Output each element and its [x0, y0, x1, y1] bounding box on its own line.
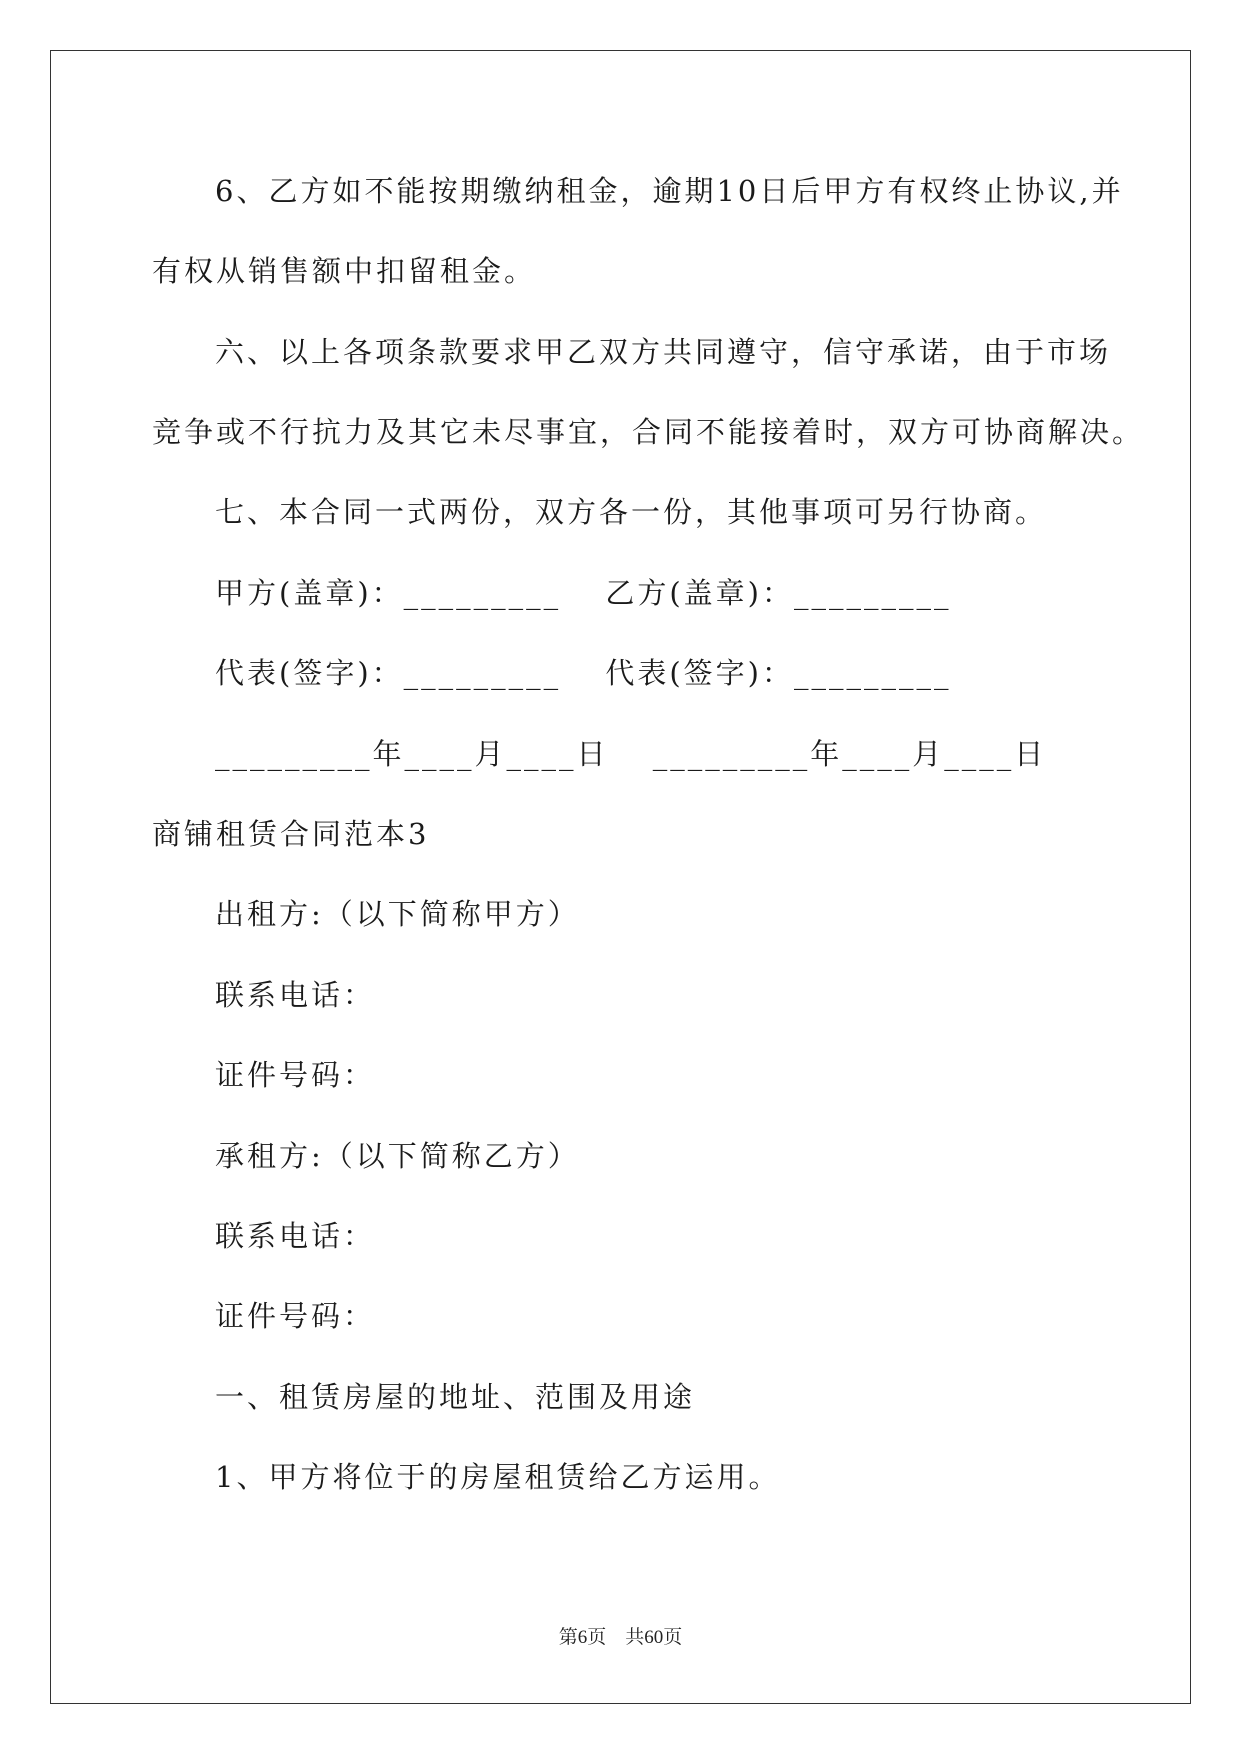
lessee-line: 承租方:（以下简称乙方）	[215, 1139, 580, 1173]
paragraph-clause-six: 六、以上各项条款要求甲乙双方共同遵守，信守承诺，由于市场	[215, 335, 1112, 369]
lessor-id-line: 证件号码：	[215, 1058, 376, 1092]
paragraph-clause-6: 6、乙方如不能按期缴纳租金，逾期10日后甲方有权终止协议,并	[215, 174, 1124, 208]
paragraph-clause-six-cont: 竞争或不行抗力及其它未尽事宜，合同不能接着时，双方可协商解决。	[152, 415, 1145, 449]
page-number: 第6页 共60页	[558, 1627, 683, 1648]
lessor-phone-line: 联系电话：	[215, 978, 376, 1012]
signature-seal-line: 甲方(盖章)：_________ 乙方(盖章)：_________	[215, 576, 952, 610]
clause-one-heading: 一、租赁房屋的地址、范围及用途	[215, 1380, 696, 1414]
lessor-line: 出租方:（以下简称甲方）	[215, 897, 580, 931]
page-border	[50, 50, 1191, 1704]
lessee-phone-line: 联系电话：	[215, 1219, 376, 1253]
clause-one-item-1: 1、甲方将位于的房屋租赁给乙方运用。	[215, 1460, 781, 1494]
signature-date-line: _________年____月____日 _________年____月____日	[215, 737, 1047, 771]
paragraph-clause-6-cont: 有权从销售额中扣留租金。	[152, 254, 537, 288]
paragraph-clause-seven: 七、本合同一式两份，双方各一份，其他事项可另行协商。	[215, 495, 1048, 529]
section-title: 商铺租赁合同范本3	[152, 817, 430, 851]
lessee-id-line: 证件号码：	[215, 1299, 376, 1333]
page-footer	[0, 1622, 1241, 1649]
signature-representative-line: 代表(签字)：_________ 代表(签字)：_________	[215, 656, 952, 690]
